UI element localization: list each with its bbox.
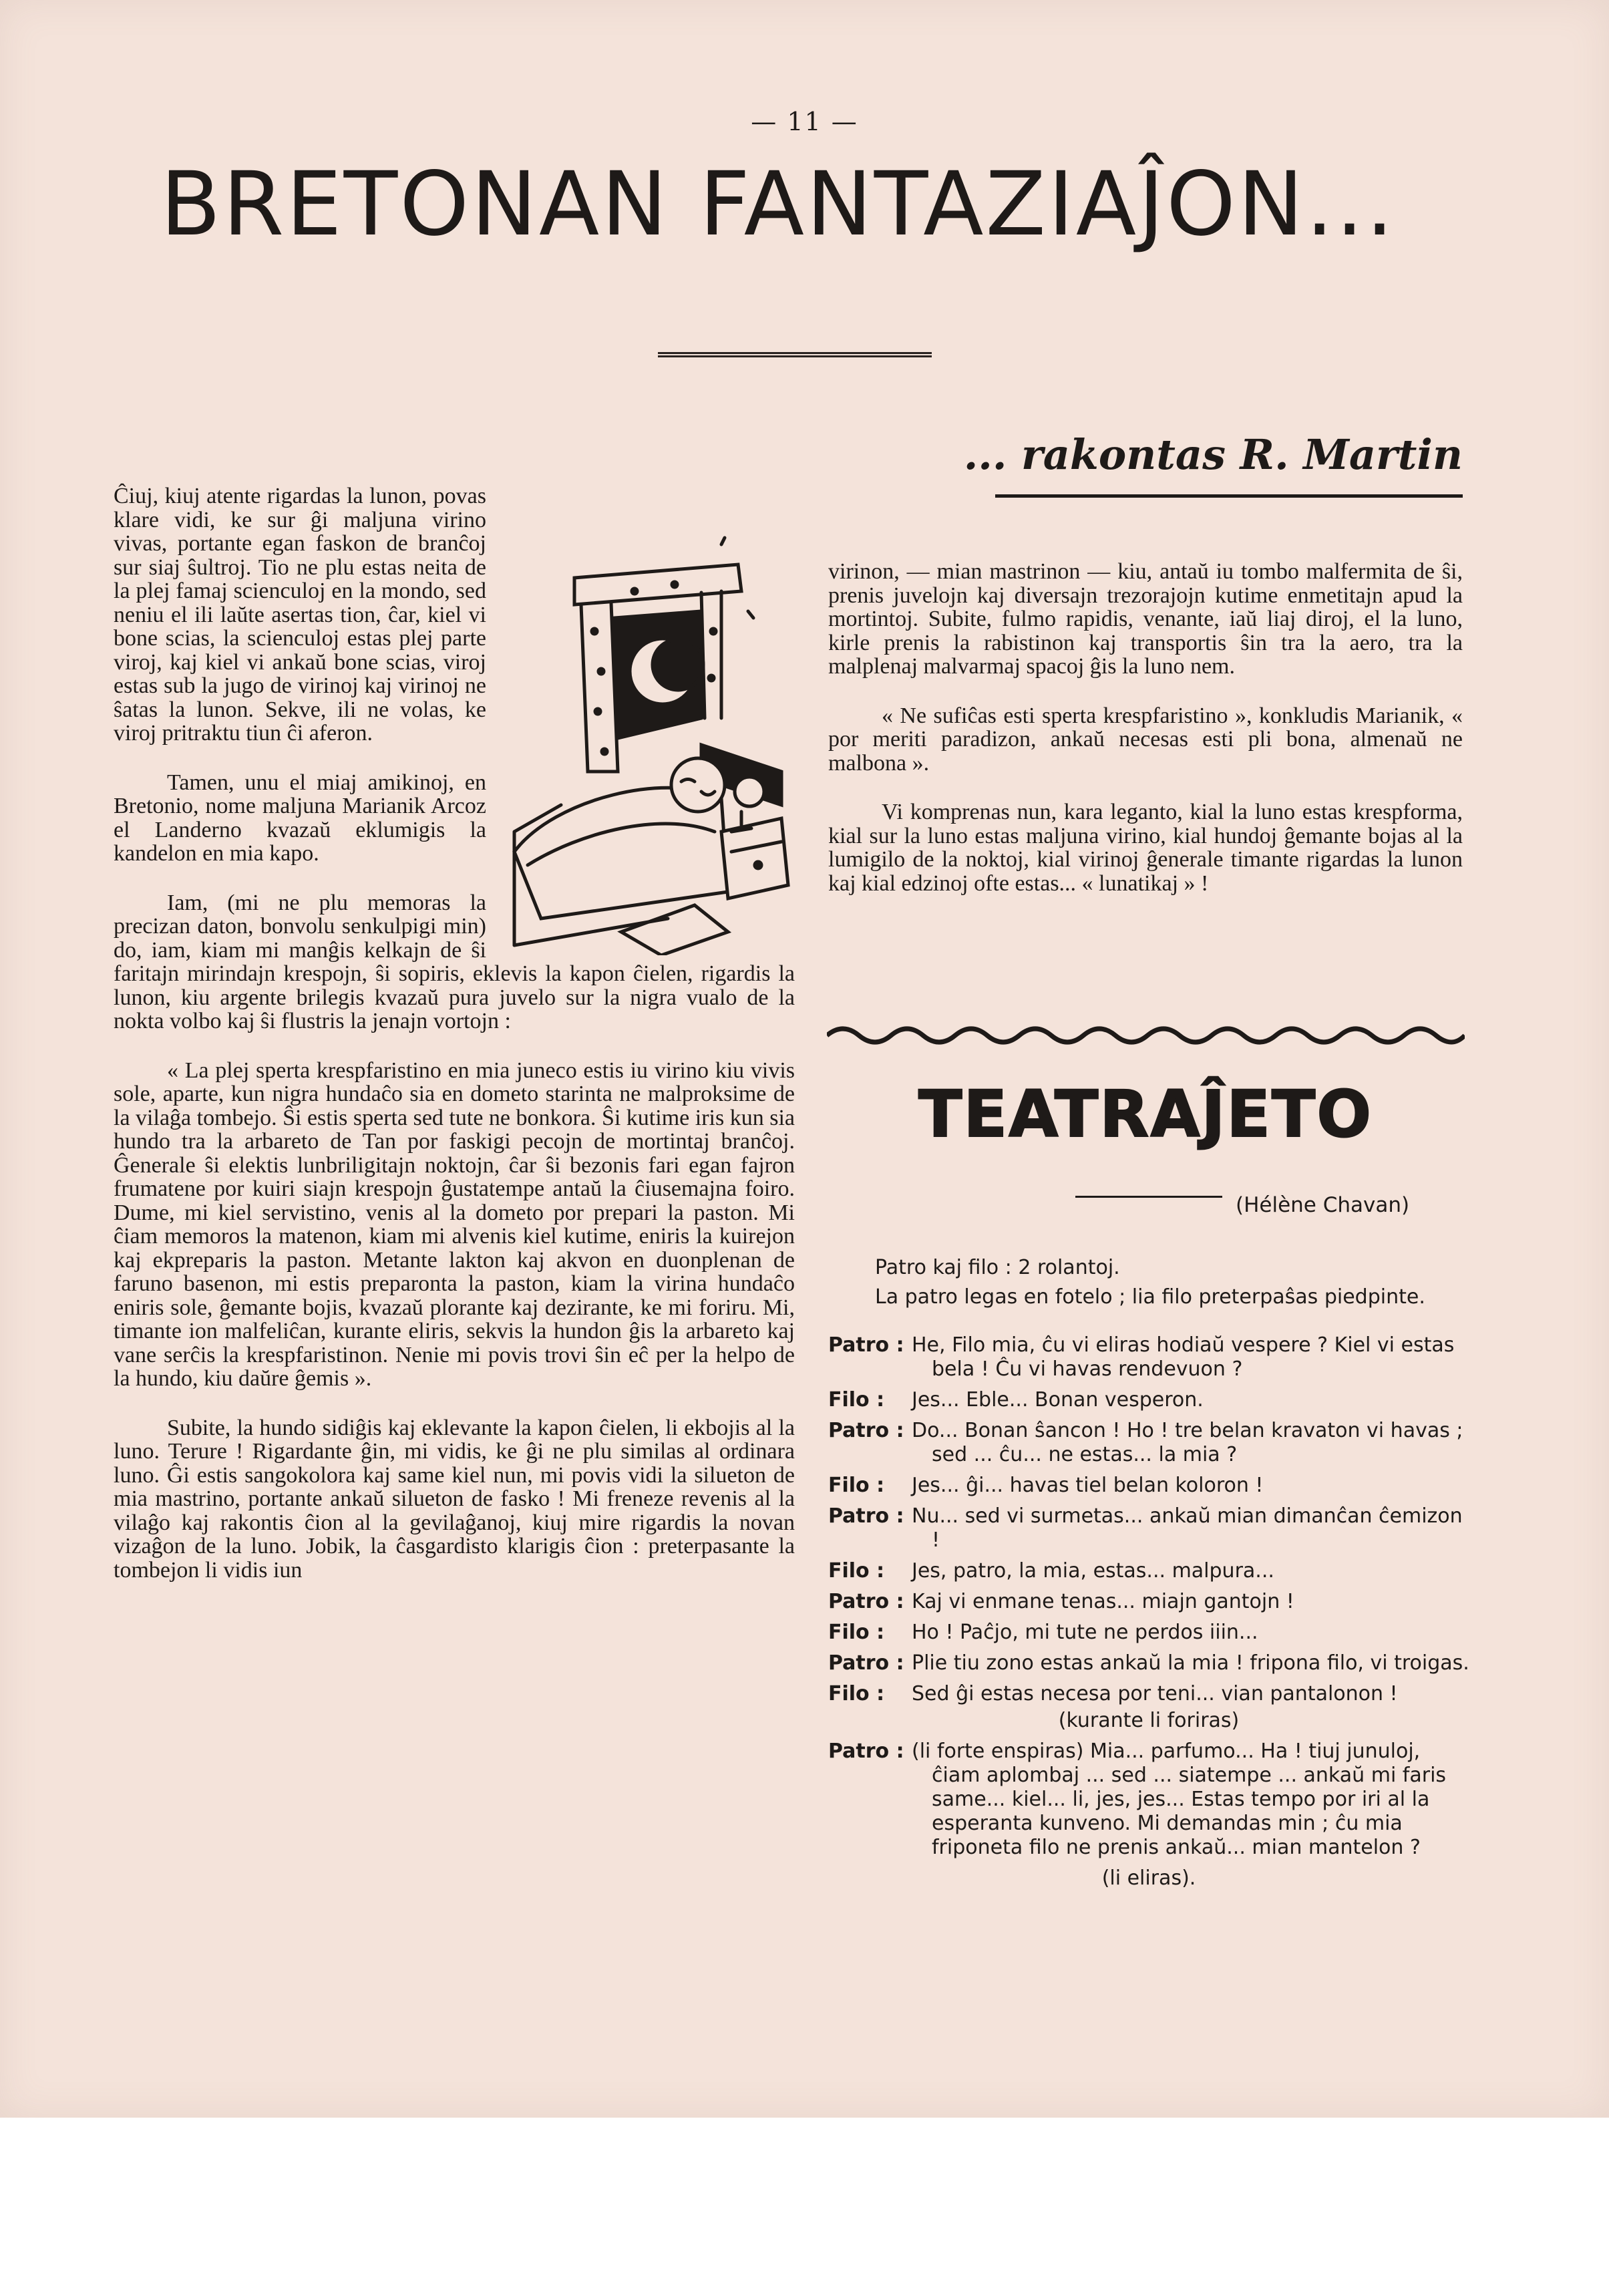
speaker-name: Patro :: [828, 1419, 904, 1442]
bedroom-cartoon-illustration: [501, 518, 795, 955]
dialogue-line: [828, 1388, 1469, 1412]
speaker-name: Filo :: [828, 1388, 885, 1412]
dialogue-text: Plie tiu zono estas ankaŭ la mia ! fripona filo, vi troigas.: [912, 1651, 1469, 1675]
stage-direction-final: (li eliras).: [1101, 1866, 1196, 1890]
article-paragraph: Ĉiuj, kiuj atente rigardas la lunon, povas klare vidi, ke sur ĝi maljuna virino vivas, portante egan faskon de branĉoj sur siaj ŝultroj. Tio ne plu estas neita de la plej famaj scienculoj en la mondo, sed neniu el ili laŭte asertas tion, ĉar, kiel vi bone scias, la scienculoj estas plej parte viroj, kaj kiel vi ankaŭ bone scias, viroj estas sub la jugo de virinoj kaj virinoj ne ŝatas la lunon. Sekve, ili ne volas, ke viroj pritraktu tiun ĉi aferon.: [114, 484, 486, 746]
page-number: — 11 —: [751, 107, 858, 136]
stage-direction-inline: (kurante li foriras): [1058, 1709, 1240, 1732]
speaker-name: Filo :: [828, 1682, 885, 1705]
speaker-name: Patro :: [828, 1333, 904, 1357]
play-author: (Hélène Chavan): [1236, 1193, 1410, 1217]
dialogue-line: [828, 1504, 1469, 1552]
speaker-name: Patro :: [828, 1590, 904, 1613]
dialogue-text: He, Filo mia, ĉu vi eliras hodiaŭ vespere ? Kiel vi estas bela ! Ĉu vi havas rendevuon ?: [912, 1333, 1455, 1381]
article-title: BRETONAN FANTAZIAĴON...: [160, 153, 1396, 256]
stage-direction: Patro kaj filo : 2 rolantoj.: [875, 1256, 1120, 1279]
article-paragraph: « Ne sufiĉas esti sperta krespfaristino », konkludis Marianik, « por meriti paradizon, ankaŭ necesas esti pli bona, almenaŭ ne malbona ».: [828, 703, 1463, 776]
speaker-name: Patro :: [828, 1504, 904, 1528]
dialogue-text: Jes, patro, la mia, estas... malpura...: [912, 1559, 1274, 1583]
speaker-name: Filo :: [828, 1621, 885, 1644]
dialogue-text: Nu... sed vi surmetas... ankaŭ mian dimanĉan ĉemizon !: [912, 1504, 1463, 1552]
speaker-name: Filo :: [828, 1559, 885, 1583]
dialogue-line: [828, 1590, 1469, 1614]
dialogue-line: [828, 1682, 1469, 1706]
article-paragraph: virinon, — mian mastrinon — kiu, antaŭ iu tombo malfermita de ŝi, prenis juvelojn kaj diversajn trezorajojn kutime enmetitajn apud la mortintoj. Subite, fulmo rapidis, venante, iaŭ liaj diroj, el la luno, kirle prenis la rabistinon kaj transportis ŝin tra la aero, tra la malplenaj malvarmaj spacoj ĝis la luno nem.: [828, 559, 1463, 679]
article-paragraph: « La plej sperta krespfaristino en mia juneco estis iu virino kiu vivis sole, aparte, kun nigra hundaĉo sia en dometo starinta ne malproksime de la vilaĝa tombejo. Ŝi estis sperta sed tute ne bonkora. Ŝi kutime iris kun sia hundo tra la arbareto de Tan por faskigi pecojn de mortintaj branĉoj. Ĝenerale ŝi elektis lunbriligitajn noktojn, ĉar ŝi bezonis fari egan fajron frumatene por kuiri siajn krespojn ĝustatempe antaŭ la ĉiusemajna foiro. Dume, mi kiel servistino, venis al la dometo por prepari la paston. Mi ĉiam memoros la matenon, kiam mi alvenis kiel kutime, eniris la kuirejon kaj ekpreparis la paston. Metante lakton kaj akvon en duonplenan de faruno basenon, mi estis preparonta la paston, kiam la virina hundaĉo eniris sole, ĝemante bojis, kvazaŭ plorante kaj dezirante, ke mi foriru. Mi, timante ion malfeliĉan, kurante eliris, sekvis la hundon ĝis la arbareto kaj vane serĉis la krespfaristinon. Nenie mi povis trovi ŝin eĉ per la helpo de la hundo, kiu daŭre ĝemis ».: [114, 1057, 795, 1391]
decorative-rule: [658, 352, 932, 357]
dialogue-line: [828, 1559, 1469, 1583]
dialogue-line: [828, 1621, 1469, 1645]
article-paragraph: Vi komprenas nun, kara leganto, kial la luno estas krespforma, kial sur la luno estas maljuna virino, kial hundoj ĝemante bojas al la lumigilo de la noktoj, kial virinoj ĝenerale timante rigardas la lunon kaj kial edzinoj ofte estas... « lunatikaj » !: [828, 800, 1463, 896]
speaker-name: Patro :: [828, 1740, 904, 1763]
article-paragraph: Iam, (mi ne plu memoras la precizan daton, bonvolu senkulpigi min) do, iam, kiam mi manĝis kelkajn de ŝi faritajn mirindajn krespojn, ŝi sopiris, eklevis la kapon ĉielen, rigardis la lunon, kiu argente brilegis kvazaŭ pura juvelo sur la nigra vualo de la nokta volbo kaj ŝi flustris la jenajn vortojn :: [114, 890, 795, 1033]
article-paragraph: Subite, la hundo sidiĝis kaj eklevante la kapon ĉielen, li ekbojis al la luno. Terure ! Rigardante ĝin, mi vidis, ke ĝi ne plu similas al ordinara luno. Ĝi estis sangokolora kaj same kiel nun, mi povis vidi la silueton de mia mastrino, portante ankaŭ silueton de fasko ! Mi freneze revenis al la vilaĝo kaj rakontis ĉion al la gevilaĝanoj, kiuj mire rigardis la novan vizaĝon de la luno. Jobik, la ĉasgardisto klarigis ĉion : preterpasante la tombejon li vidis iun: [114, 1415, 795, 1583]
play-script: [828, 1256, 1469, 1891]
play-title: TEATRAĴETO: [918, 1077, 1373, 1152]
article-paragraph: Tamen, unu el miaj amikinoj, en Bretonio, nome maljuna Marianik Arcoz el Landerno kvazaŭ eklumigis la kandelon en mia kapo.: [114, 770, 486, 866]
dialogue-text: (li forte enspiras) Mia... parfumo... Ha ! tiuj junuloj, ĉiam aplombaj ... sed ... siatempe ... ankaŭ mi faris same... kiel... li, jes, jes... Estas tempo por iri al la esperanta kunveno. Mi demandas min ; ĉu mia friponeta filo ne prenis ankaŭ... mian mantelon ?: [912, 1740, 1447, 1859]
speaker-name: Filo :: [828, 1474, 885, 1497]
dialogue-text: Jes... Eble... Bonan vesperon.: [912, 1388, 1204, 1412]
wavy-divider: [827, 1015, 1465, 1055]
dialogue-text: Sed ĝi estas necesa por teni... vian pantalonon !: [912, 1682, 1398, 1705]
article-right-column: [828, 560, 1463, 921]
dialogue-text: Ho ! Paĉjo, mi tute ne perdos iiin...: [912, 1621, 1258, 1644]
dialogue-line: [828, 1419, 1469, 1467]
dialogue-text: Kaj vi enmane tenas... miajn gantojn !: [912, 1590, 1294, 1613]
dialogue-line: [828, 1740, 1469, 1860]
dialogue-line: [828, 1474, 1469, 1498]
dialogue-line: [828, 1651, 1469, 1675]
dialogue-text: Jes... ĝi... havas tiel belan koloron !: [912, 1474, 1264, 1497]
dialogue-line: [828, 1333, 1469, 1381]
article-byline: ... rakontas R. Martin: [963, 430, 1463, 479]
dialogue-text: Do... Bonan ŝancon ! Ho ! tre belan kravaton vi havas ; sed ... ĉu... ne estas... la mia ?: [912, 1419, 1463, 1466]
article-left-column: [114, 484, 795, 1607]
stage-direction: La patro legas en fotelo ; lia filo preterpaŝas piedpinte.: [875, 1285, 1425, 1309]
speaker-name: Patro :: [828, 1651, 904, 1675]
author-rule: [1075, 1196, 1222, 1198]
byline-underline: [995, 494, 1463, 498]
